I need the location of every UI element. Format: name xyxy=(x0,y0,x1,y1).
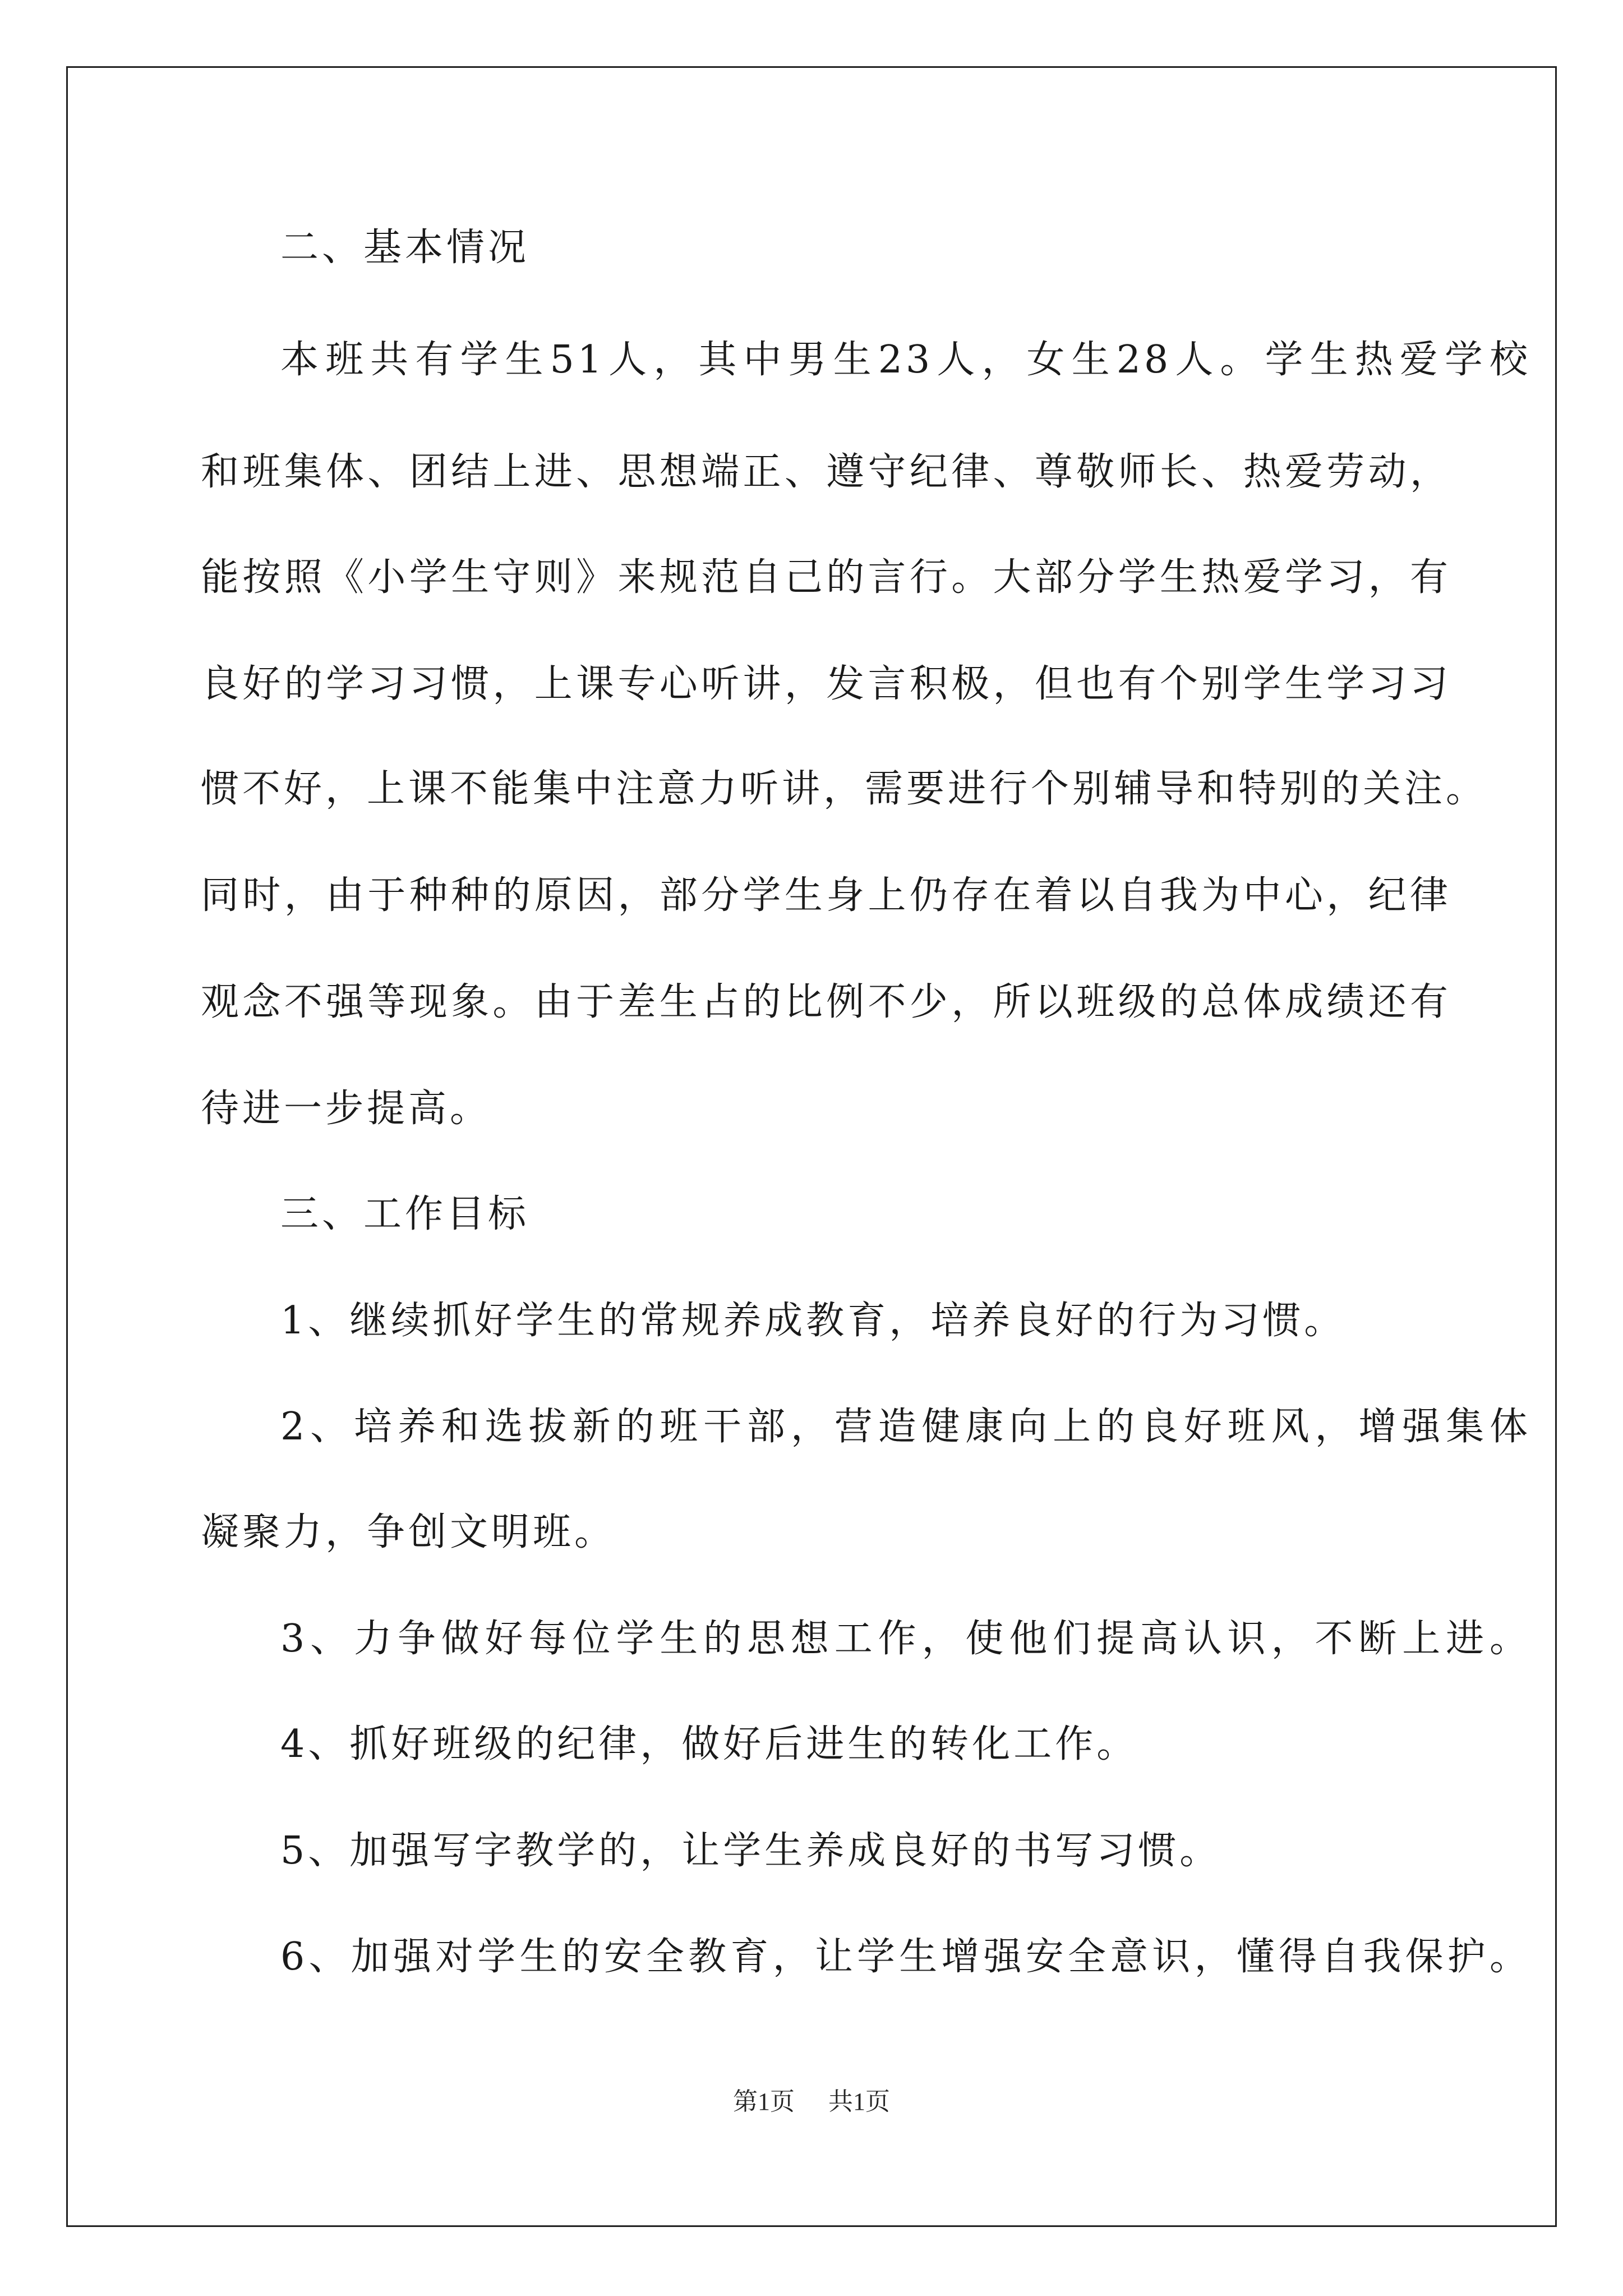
goal-item-2: 2、培养和选拔新的班干部，营造健康向上的良好班风，增强集体 xyxy=(280,1405,1531,1449)
paragraph-line: 同时，由于种种的原因，部分学生身上仍存在着以自我为中心，纪律 xyxy=(201,873,1451,918)
paragraph-line: 本班共有学生51人，其中男生23人，女生28人。学生热爱学校 xyxy=(280,338,1531,382)
goal-item-2-continued: 凝聚力，争创文明班。 xyxy=(201,1510,616,1554)
paragraph-line: 观念不强等现象。由于差生占的比例不少，所以班级的总体成绩还有 xyxy=(201,980,1451,1024)
section-heading-basic-situation: 二、基本情况 xyxy=(280,226,530,270)
paragraph-line: 能按照《小学生守则》来规范自己的言行。大部分学生热爱学习，有 xyxy=(201,555,1451,600)
paragraph-line: 待进一步提高。 xyxy=(201,1087,492,1131)
goal-item-4: 4、抓好班级的纪律，做好后进生的转化工作。 xyxy=(280,1722,1138,1766)
goal-item-5: 5、加强写字教学的，让学生养成良好的书写习惯。 xyxy=(280,1829,1221,1873)
page-border xyxy=(66,66,1557,2227)
paragraph-line: 惯不好，上课不能集中注意力听讲，需要进行个别辅导和特别的关注。 xyxy=(201,767,1488,811)
goal-item-1: 1、继续抓好学生的常规养成教育，培养良好的行为习惯。 xyxy=(280,1299,1346,1343)
paragraph-line: 良好的学习习惯，上课专心听讲，发言积极，但也有个别学生学习习 xyxy=(201,662,1451,706)
goal-item-3: 3、力争做好每位学生的思想工作，使他们提高认识，不断上进。 xyxy=(280,1617,1531,1661)
section-heading-work-goals: 三、工作目标 xyxy=(280,1192,530,1236)
paragraph-line: 和班集体、团结上进、思想端正、遵守纪律、尊敬师长、热爱劳动， xyxy=(201,450,1451,494)
page-number: 第1页 xyxy=(733,2088,795,2115)
page-footer xyxy=(0,2090,1623,2114)
goal-item-6: 6、加强对学生的安全教育，让学生增强安全意识，懂得自我保护。 xyxy=(280,1935,1531,1979)
page-total: 共1页 xyxy=(828,2088,890,2115)
